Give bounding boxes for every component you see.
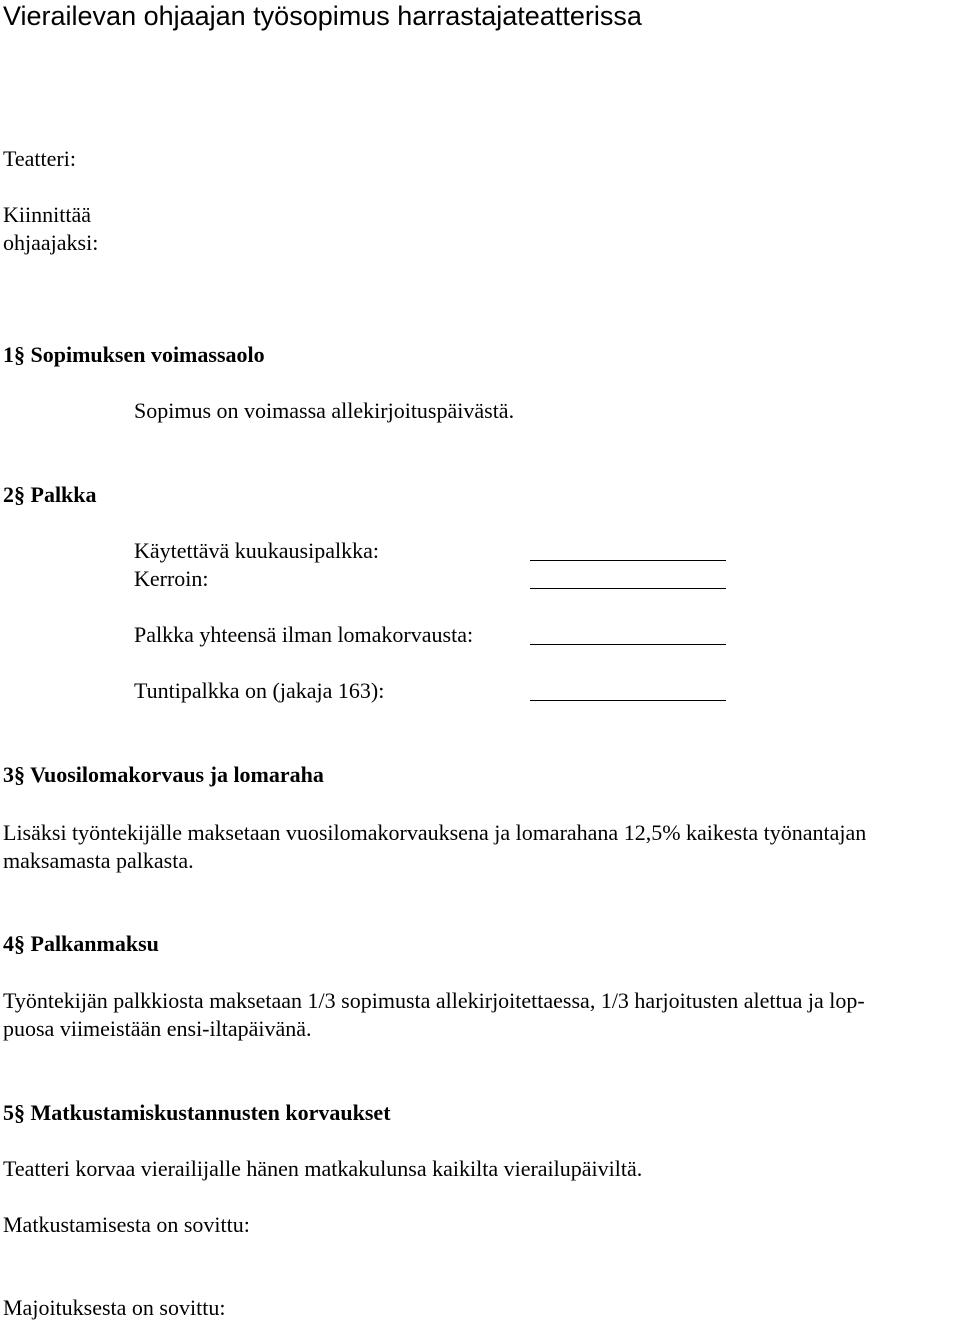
section-1-heading: 1§ Sopimuksen voimassaolo [3, 342, 265, 367]
section-3-text-line2: maksamasta palkasta. [3, 848, 194, 873]
section-4-heading: 4§ Palkanmaksu [3, 931, 159, 956]
theater-label: Teatteri: [3, 146, 76, 171]
hire-label-line1: Kiinnittää [3, 202, 91, 227]
section-4-text-line1: Työntekijän palkkiosta maksetaan 1/3 sopimusta allekirjoitettaessa, 1/3 harjoitusten alettua ja lop- [3, 988, 865, 1013]
section-2-heading: 2§ Palkka [3, 482, 97, 507]
section-3-heading: 3§ Vuosilomakorvaus ja lomaraha [3, 762, 324, 787]
section-4-text-line2: puosa viimeistään ensi-iltapäivänä. [3, 1016, 312, 1041]
total-salary-blank [530, 644, 726, 645]
monthly-salary-blank [530, 560, 726, 561]
multiplier-blank [530, 588, 726, 589]
total-salary-label: Palkka yhteensä ilman lomakorvausta: [134, 622, 474, 647]
section-1-text: Sopimus on voimassa allekirjoituspäivästä. [134, 398, 515, 423]
section-5-text: Teatteri korvaa vierailijalle hänen matkakulunsa kaikilta vierailupäiviltä. [3, 1156, 643, 1181]
section-5-heading: 5§ Matkustamiskustannusten korvaukset [3, 1100, 391, 1125]
hourly-wage-label: Tuntipalkka on (jakaja 163): [134, 678, 385, 703]
travel-agreement-label: Matkustamisesta on sovittu: [3, 1212, 250, 1237]
section-3-text-line1: Lisäksi työntekijälle maksetaan vuosilomakorvauksena ja lomarahana 12,5% kaikesta työnantajan [3, 820, 867, 845]
multiplier-label: Kerroin: [134, 566, 209, 591]
document-title: Vierailevan ohjaajan työsopimus harrastajateatterissa [3, 1, 642, 31]
hire-label-line2: ohjaajaksi: [3, 230, 99, 255]
lodging-agreement-label: Majoituksesta on sovittu: [3, 1295, 226, 1320]
hourly-wage-blank [530, 700, 726, 701]
monthly-salary-label: Käytettävä kuukausipalkka: [134, 538, 379, 563]
